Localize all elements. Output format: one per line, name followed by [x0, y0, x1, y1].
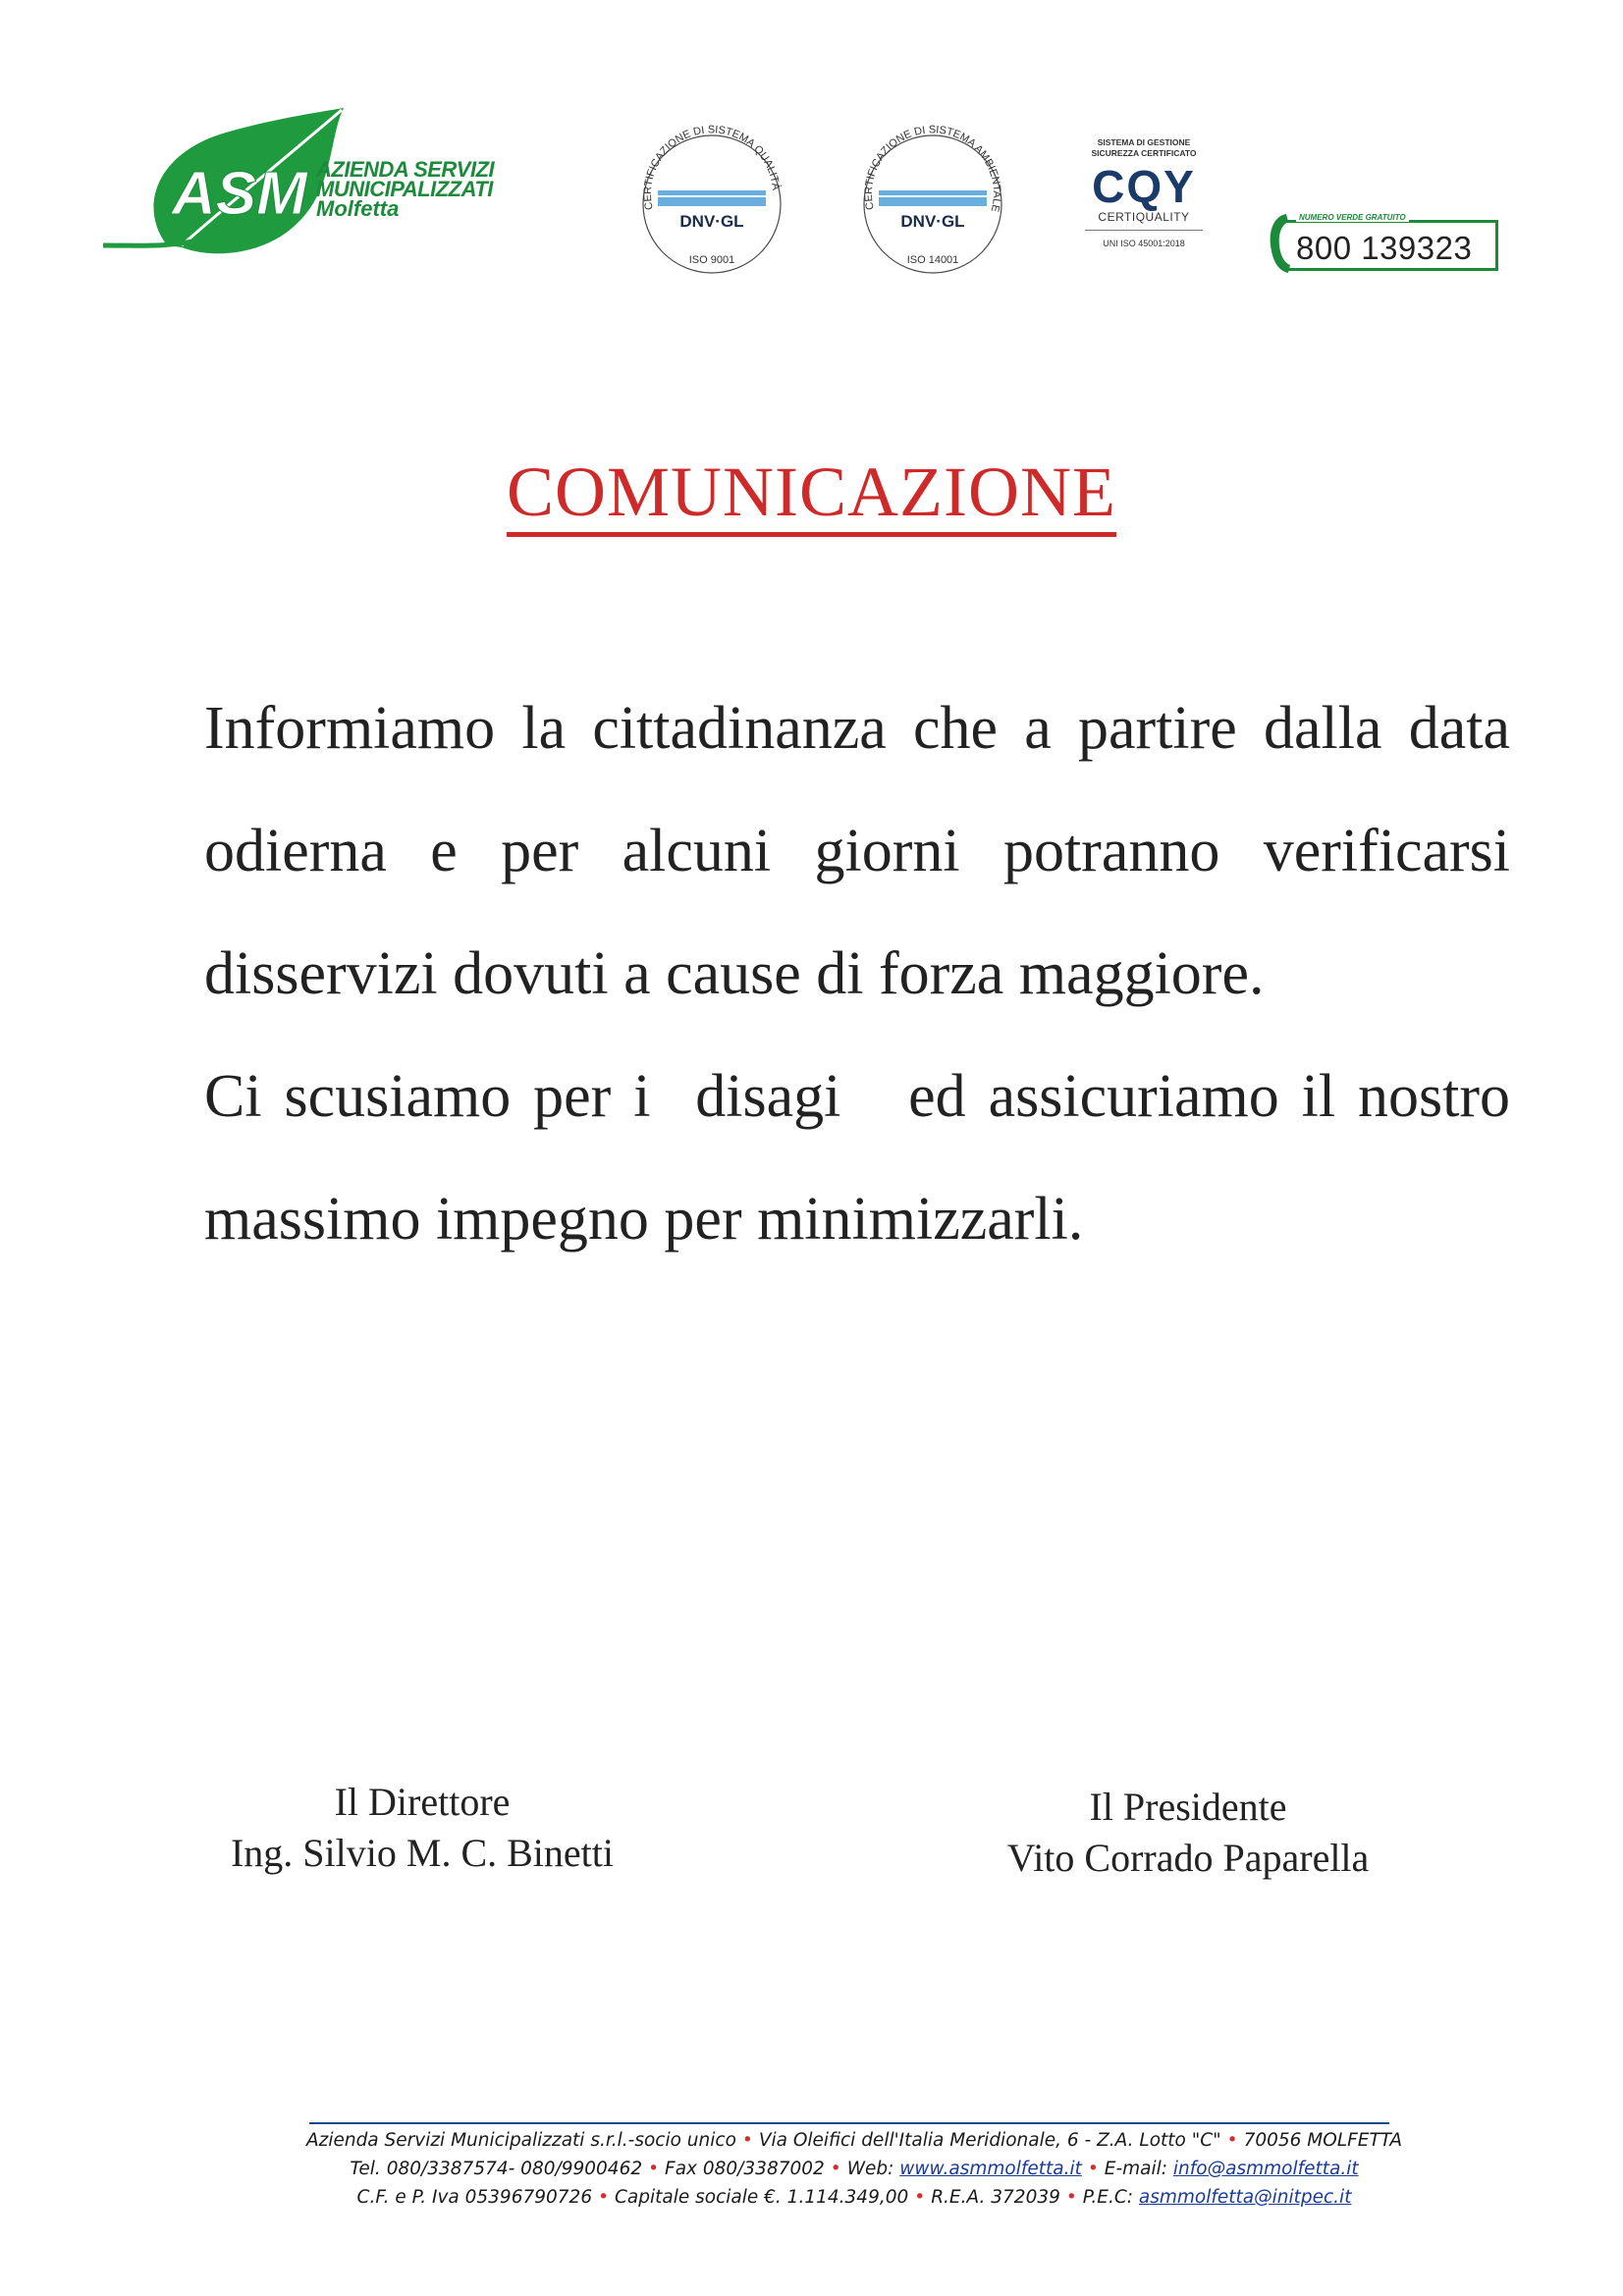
footer-email-link[interactable]: info@asmmolfetta.it: [1172, 2159, 1359, 2179]
seal1-iso: ISO 9001: [688, 254, 735, 266]
footer-divider: [309, 2122, 1389, 2124]
body-paragraph-1: Informiamo la cittadinanza che a partire dalla data odierna e per alcuni giorni potranno verificarsi disservizi dovuti a cause di forza maggiore.: [204, 695, 1510, 1007]
cqy-iso: UNI ISO 45001:2018: [1103, 239, 1185, 248]
footer-pec-label: P.E.C:: [1082, 2187, 1134, 2208]
footer-vat: C.F. e P. Iva 05396790726: [356, 2187, 593, 2208]
bullet-icon: •: [914, 2187, 926, 2208]
bullet-icon: •: [1065, 2187, 1077, 2208]
seal2-iso: ISO 14001: [906, 254, 959, 266]
cqy-divider: [1085, 230, 1203, 231]
director-name: Ing. Silvio M. C. Binetti: [230, 1831, 615, 1875]
footer-company: Azienda Servizi Municipalizzati s.r.l.-socio unico: [305, 2130, 736, 2151]
footer-capital: Capitale sociale €. 1.114.349,00: [615, 2187, 909, 2208]
letterhead: [0, 0, 1623, 324]
director-role: Il Direttore: [334, 1780, 511, 1824]
green-number-box: [1265, 208, 1500, 277]
notice-title-wrap: [0, 452, 1623, 537]
green-number-value: 800 139323: [1296, 230, 1473, 266]
bullet-icon: •: [741, 2130, 753, 2151]
bullet-icon: •: [1226, 2130, 1238, 2151]
cqy-top-line2: SICUREZZA CERTIFICATO: [1091, 148, 1197, 158]
footer: [265, 2126, 1443, 2212]
notice-title: COMUNICAZIONE: [507, 452, 1116, 537]
company-line1: AZIENDA SERVIZI: [316, 157, 495, 182]
president-role: Il Presidente: [1089, 1785, 1287, 1829]
seal2-brand: DNV·GL: [900, 212, 965, 231]
bullet-icon: •: [598, 2187, 610, 2208]
certiquality-mark: [1065, 137, 1222, 248]
footer-pec-link[interactable]: asmmolfetta@initpec.it: [1138, 2187, 1352, 2208]
footer-web-link[interactable]: www.asmmolfetta.it: [899, 2159, 1082, 2179]
seal1-ring-text: CERTIFICAZIONE DI SISTEMA QUALITÀ: [641, 124, 782, 211]
cqy-logo: CQY: [1092, 161, 1196, 212]
footer-tel: Tel. 080/3387574- 080/9900462: [350, 2159, 643, 2179]
footer-city: 70056 MOLFETTA: [1243, 2130, 1403, 2151]
footer-web-label: Web:: [846, 2159, 894, 2179]
footer-line-3: [265, 2183, 1443, 2212]
bullet-icon: •: [1087, 2159, 1099, 2179]
body-paragraph-2: Ci scusiamo per i disagi ed assicuriamo il nostro massimo impegno per minimizzarli.: [204, 1063, 1526, 1253]
signature-director: [177, 1777, 668, 1879]
green-number-label: NUMERO VERDE GRATUITO: [1296, 213, 1409, 222]
footer-address: Via Oleifici dell'Italia Meridionale, 6 - Z.A. Lotto "C": [758, 2130, 1221, 2151]
notice-body: [204, 667, 1526, 1281]
president-name: Vito Corrado Paparella: [1006, 1836, 1370, 1880]
company-line2: MUNICIPALIZZATI: [316, 177, 493, 201]
company-line3: Molfetta: [316, 196, 400, 221]
cqy-top-line1: SISTEMA DI GESTIONE: [1097, 137, 1191, 147]
footer-rea: R.E.A. 372039: [931, 2187, 1060, 2208]
bullet-icon: •: [830, 2159, 841, 2179]
bullet-icon: •: [648, 2159, 660, 2179]
dnv-iso9001-seal: [623, 116, 800, 293]
signature-president: [943, 1782, 1434, 1884]
seal1-brand: DNV·GL: [679, 212, 744, 231]
seal2-ring-text: CERTIFICAZIONE DI SISTEMA AMBIENTALE: [862, 124, 1003, 214]
footer-line-1: [265, 2126, 1443, 2155]
cqy-sub: CERTIQUALITY: [1098, 210, 1190, 224]
footer-line-2: [265, 2155, 1443, 2183]
dnv-iso14001-seal: [844, 116, 1021, 293]
asm-letters: ASM: [172, 160, 307, 228]
footer-fax: Fax 080/3387002: [665, 2159, 825, 2179]
footer-email-label: E-mail:: [1104, 2159, 1168, 2179]
company-name: [316, 157, 495, 221]
